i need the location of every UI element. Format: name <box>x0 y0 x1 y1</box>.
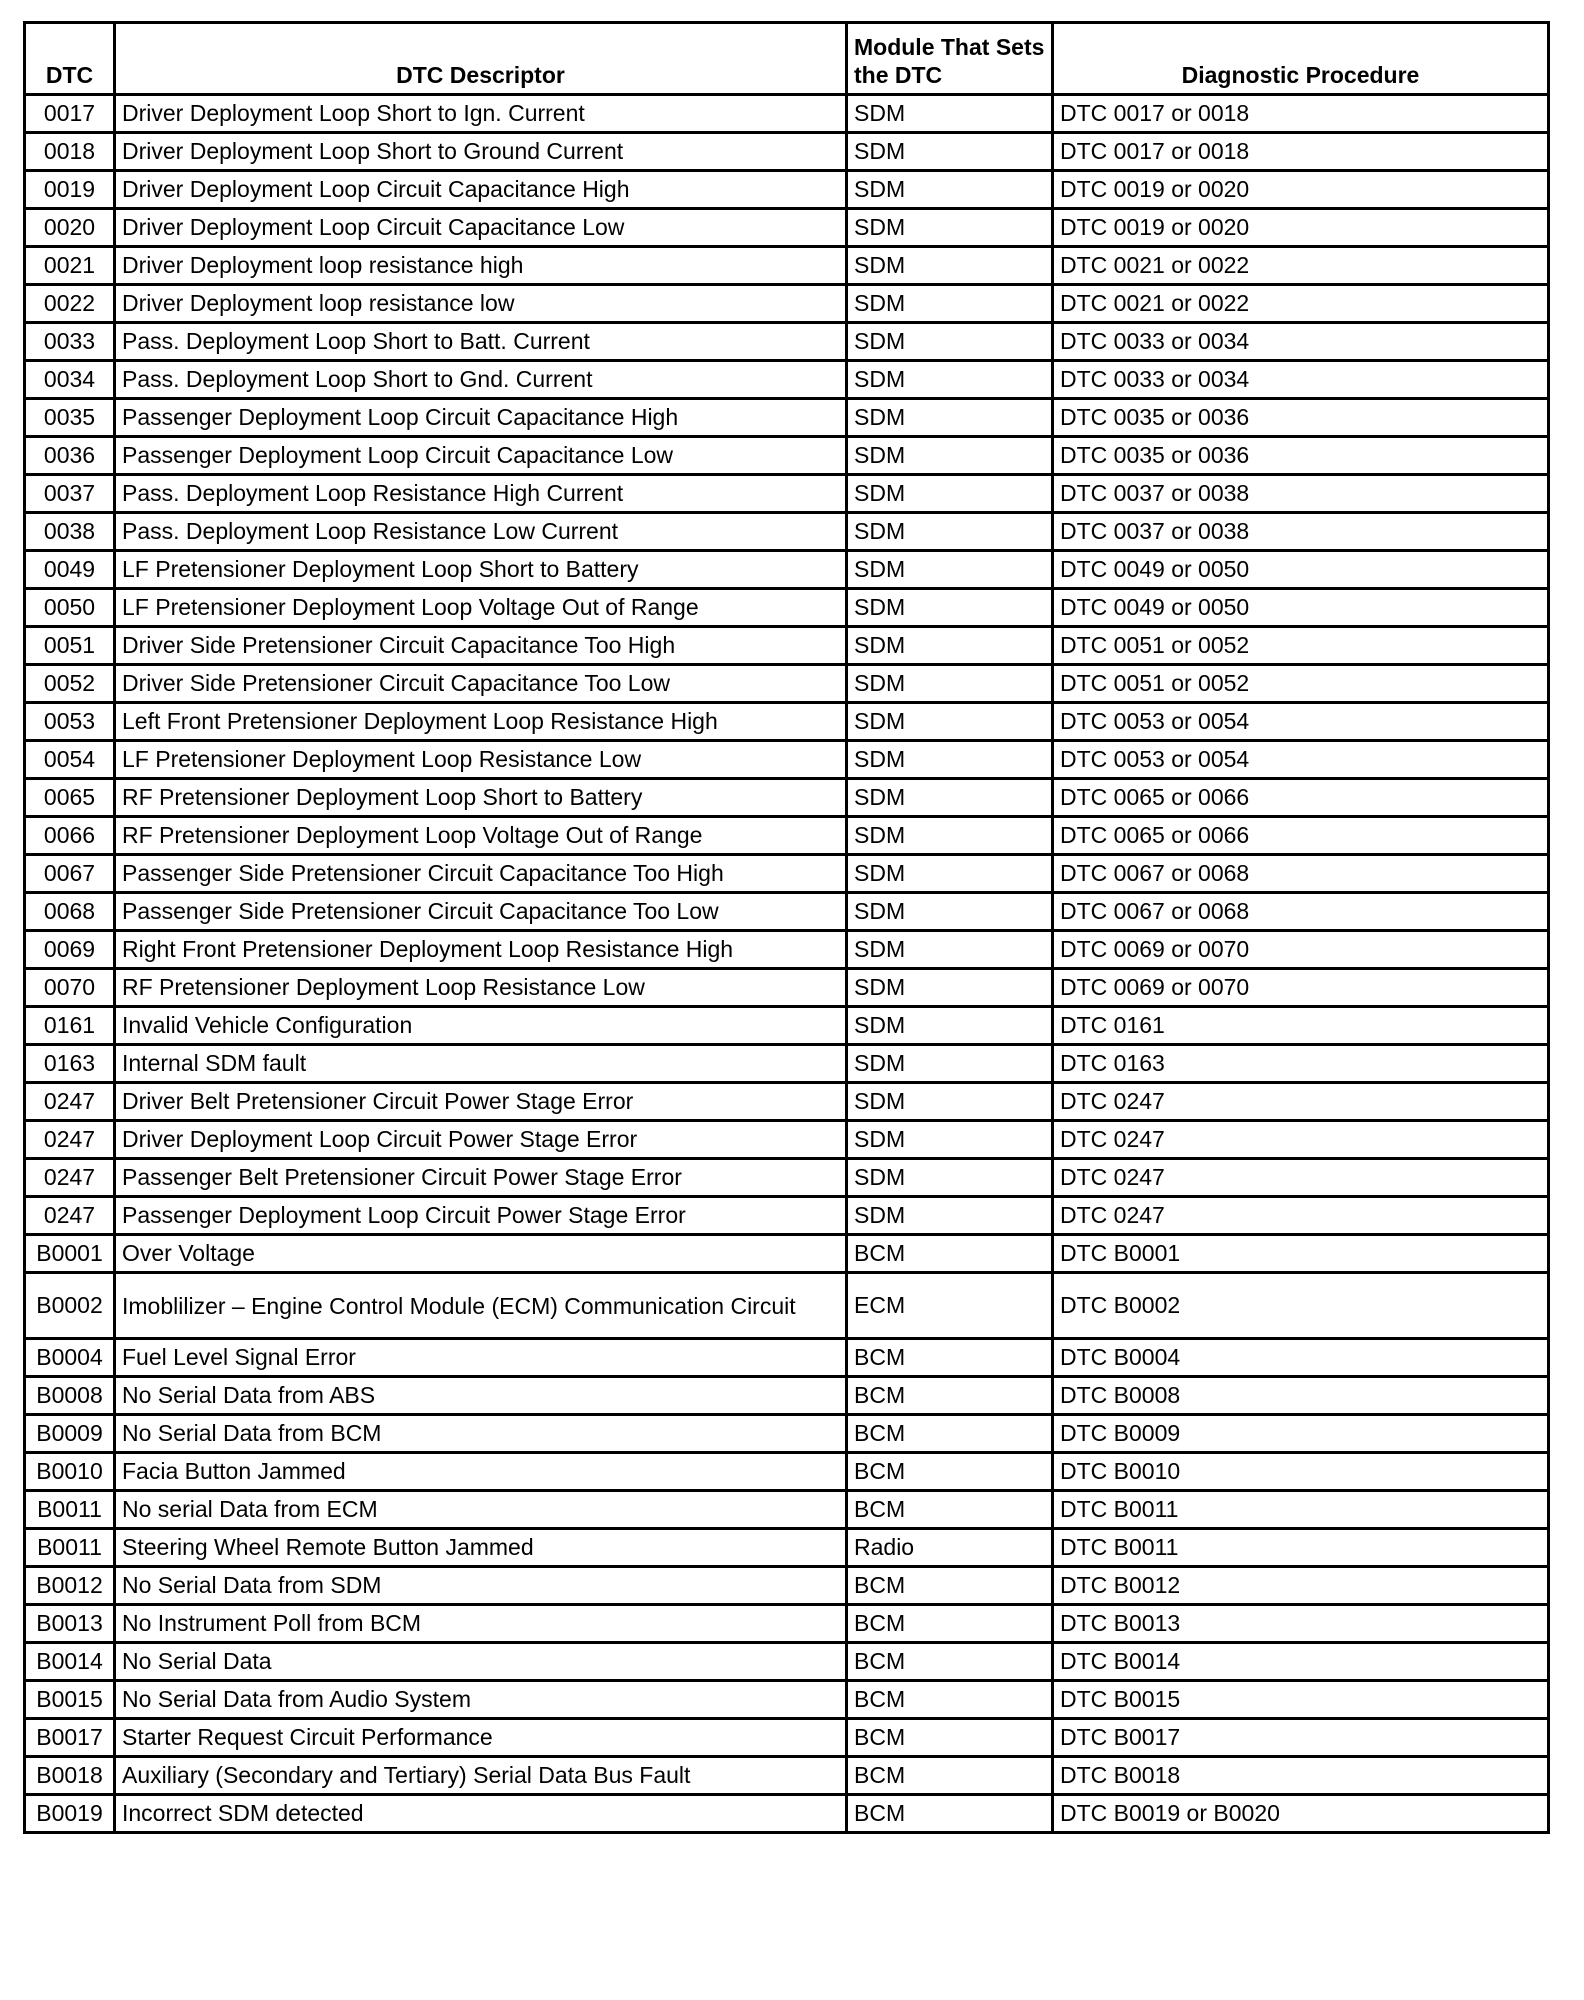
dtc-code-cell: 0247 <box>25 1083 115 1121</box>
table-row <box>25 893 1549 931</box>
dtc-descriptor-cell: Pass. Deployment Loop Resistance High Current <box>115 475 847 513</box>
diagnostic-procedure-cell: DTC 0021 or 0022 <box>1053 285 1549 323</box>
module-cell: SDM <box>847 931 1053 969</box>
dtc-descriptor-cell: Internal SDM fault <box>115 1045 847 1083</box>
diagnostic-procedure-cell: DTC 0049 or 0050 <box>1053 589 1549 627</box>
diagnostic-procedure-cell: DTC 0053 or 0054 <box>1053 703 1549 741</box>
module-cell: BCM <box>847 1795 1053 1833</box>
dtc-code-cell: 0036 <box>25 437 115 475</box>
module-cell: SDM <box>847 855 1053 893</box>
dtc-descriptor-cell: RF Pretensioner Deployment Loop Short to Battery <box>115 779 847 817</box>
dtc-descriptor-cell: No Instrument Poll from BCM <box>115 1605 847 1643</box>
dtc-descriptor-cell: Fuel Level Signal Error <box>115 1339 847 1377</box>
diagnostic-procedure-cell: DTC B0014 <box>1053 1643 1549 1681</box>
dtc-code-cell: B0009 <box>25 1415 115 1453</box>
dtc-code-cell: 0247 <box>25 1159 115 1197</box>
table-row <box>25 285 1549 323</box>
dtc-descriptor-cell: Driver Side Pretensioner Circuit Capacitance Too Low <box>115 665 847 703</box>
module-cell: BCM <box>847 1643 1053 1681</box>
module-cell: BCM <box>847 1719 1053 1757</box>
table-row <box>25 627 1549 665</box>
dtc-descriptor-cell: Passenger Belt Pretensioner Circuit Power Stage Error <box>115 1159 847 1197</box>
dtc-descriptor-cell: Driver Belt Pretensioner Circuit Power Stage Error <box>115 1083 847 1121</box>
module-cell: SDM <box>847 741 1053 779</box>
dtc-code-cell: 0052 <box>25 665 115 703</box>
dtc-code-cell: 0053 <box>25 703 115 741</box>
diagnostic-procedure-cell: DTC 0051 or 0052 <box>1053 627 1549 665</box>
dtc-descriptor-cell: RF Pretensioner Deployment Loop Resistance Low <box>115 969 847 1007</box>
dtc-descriptor-cell: No Serial Data <box>115 1643 847 1681</box>
dtc-descriptor-cell: Driver Deployment loop resistance low <box>115 285 847 323</box>
module-cell: SDM <box>847 95 1053 133</box>
table-row <box>25 1197 1549 1235</box>
dtc-code-cell: B0018 <box>25 1757 115 1795</box>
module-cell: SDM <box>847 247 1053 285</box>
dtc-code-cell: 0034 <box>25 361 115 399</box>
diagnostic-procedure-cell: DTC 0033 or 0034 <box>1053 361 1549 399</box>
table-row <box>25 1045 1549 1083</box>
module-cell: SDM <box>847 513 1053 551</box>
diagnostic-procedure-cell: DTC 0019 or 0020 <box>1053 209 1549 247</box>
dtc-descriptor-cell: Pass. Deployment Loop Short to Batt. Current <box>115 323 847 361</box>
dtc-descriptor-cell: Driver Deployment Loop Circuit Power Stage Error <box>115 1121 847 1159</box>
header-dtc: DTC <box>25 23 115 95</box>
module-cell: SDM <box>847 779 1053 817</box>
dtc-descriptor-cell: Passenger Deployment Loop Circuit Power Stage Error <box>115 1197 847 1235</box>
module-cell: SDM <box>847 171 1053 209</box>
diagnostic-procedure-cell: DTC 0033 or 0034 <box>1053 323 1549 361</box>
table-row <box>25 1719 1549 1757</box>
module-cell: SDM <box>847 285 1053 323</box>
module-cell: SDM <box>847 893 1053 931</box>
table-row <box>25 1795 1549 1833</box>
dtc-code-cell: 0020 <box>25 209 115 247</box>
table-row <box>25 741 1549 779</box>
dtc-code-cell: B0012 <box>25 1567 115 1605</box>
diagnostic-procedure-cell: DTC 0247 <box>1053 1083 1549 1121</box>
dtc-descriptor-cell: No Serial Data from ABS <box>115 1377 847 1415</box>
dtc-code-cell: 0066 <box>25 817 115 855</box>
dtc-code-cell: B0010 <box>25 1453 115 1491</box>
table-row <box>25 323 1549 361</box>
diagnostic-procedure-cell: DTC B0019 or B0020 <box>1053 1795 1549 1833</box>
dtc-descriptor-cell: Right Front Pretensioner Deployment Loop Resistance High <box>115 931 847 969</box>
dtc-code-cell: B0013 <box>25 1605 115 1643</box>
table-row <box>25 931 1549 969</box>
dtc-descriptor-cell: Driver Deployment Loop Circuit Capacitance Low <box>115 209 847 247</box>
dtc-code-cell: 0022 <box>25 285 115 323</box>
dtc-code-cell: 0018 <box>25 133 115 171</box>
module-cell: SDM <box>847 1121 1053 1159</box>
dtc-code-cell: 0070 <box>25 969 115 1007</box>
table-row <box>25 1235 1549 1273</box>
dtc-code-cell: B0002 <box>25 1273 115 1339</box>
dtc-descriptor-cell: Invalid Vehicle Configuration <box>115 1007 847 1045</box>
table-row <box>25 361 1549 399</box>
dtc-code-cell: 0069 <box>25 931 115 969</box>
dtc-document <box>23 21 1547 1834</box>
dtc-descriptor-cell: Driver Deployment Loop Circuit Capacitance High <box>115 171 847 209</box>
table-row <box>25 1415 1549 1453</box>
module-cell: BCM <box>847 1453 1053 1491</box>
header-module: Module That Sets the DTC <box>847 23 1053 95</box>
dtc-descriptor-cell: Passenger Deployment Loop Circuit Capacitance High <box>115 399 847 437</box>
table-row <box>25 1007 1549 1045</box>
table-row <box>25 1757 1549 1795</box>
diagnostic-procedure-cell: DTC 0051 or 0052 <box>1053 665 1549 703</box>
dtc-code-cell: B0008 <box>25 1377 115 1415</box>
diagnostic-procedure-cell: DTC 0065 or 0066 <box>1053 817 1549 855</box>
module-cell: SDM <box>847 969 1053 1007</box>
dtc-table <box>23 21 1550 1834</box>
module-cell: BCM <box>847 1567 1053 1605</box>
table-row <box>25 513 1549 551</box>
dtc-descriptor-cell: LF Pretensioner Deployment Loop Voltage Out of Range <box>115 589 847 627</box>
table-row <box>25 703 1549 741</box>
dtc-descriptor-cell: RF Pretensioner Deployment Loop Voltage Out of Range <box>115 817 847 855</box>
module-cell: BCM <box>847 1235 1053 1273</box>
dtc-code-cell: 0017 <box>25 95 115 133</box>
dtc-code-cell: 0068 <box>25 893 115 931</box>
table-row <box>25 95 1549 133</box>
dtc-descriptor-cell: LF Pretensioner Deployment Loop Resistance Low <box>115 741 847 779</box>
module-cell: BCM <box>847 1491 1053 1529</box>
diagnostic-procedure-cell: DTC 0049 or 0050 <box>1053 551 1549 589</box>
diagnostic-procedure-cell: DTC 0037 or 0038 <box>1053 513 1549 551</box>
module-cell: Radio <box>847 1529 1053 1567</box>
table-row <box>25 1491 1549 1529</box>
diagnostic-procedure-cell: DTC B0010 <box>1053 1453 1549 1491</box>
dtc-code-cell: 0054 <box>25 741 115 779</box>
module-cell: SDM <box>847 475 1053 513</box>
table-row <box>25 1567 1549 1605</box>
diagnostic-procedure-cell: DTC 0069 or 0070 <box>1053 969 1549 1007</box>
diagnostic-procedure-cell: DTC 0035 or 0036 <box>1053 437 1549 475</box>
table-row <box>25 1643 1549 1681</box>
diagnostic-procedure-cell: DTC B0017 <box>1053 1719 1549 1757</box>
module-cell: BCM <box>847 1681 1053 1719</box>
dtc-code-cell: 0247 <box>25 1197 115 1235</box>
diagnostic-procedure-cell: DTC 0247 <box>1053 1159 1549 1197</box>
table-row <box>25 551 1549 589</box>
diagnostic-procedure-cell: DTC B0011 <box>1053 1529 1549 1567</box>
dtc-descriptor-cell: Pass. Deployment Loop Resistance Low Current <box>115 513 847 551</box>
module-cell: SDM <box>847 627 1053 665</box>
dtc-descriptor-cell: No Serial Data from SDM <box>115 1567 847 1605</box>
table-row <box>25 171 1549 209</box>
dtc-descriptor-cell: Steering Wheel Remote Button Jammed <box>115 1529 847 1567</box>
dtc-code-cell: B0004 <box>25 1339 115 1377</box>
dtc-code-cell: B0015 <box>25 1681 115 1719</box>
table-row <box>25 1453 1549 1491</box>
dtc-code-cell: 0038 <box>25 513 115 551</box>
dtc-descriptor-cell: Incorrect SDM detected <box>115 1795 847 1833</box>
module-cell: SDM <box>847 361 1053 399</box>
table-row <box>25 779 1549 817</box>
table-row <box>25 247 1549 285</box>
module-cell: SDM <box>847 1045 1053 1083</box>
table-body <box>25 95 1549 1833</box>
module-cell: BCM <box>847 1415 1053 1453</box>
table-row <box>25 1083 1549 1121</box>
diagnostic-procedure-cell: DTC B0001 <box>1053 1235 1549 1273</box>
table-row <box>25 855 1549 893</box>
header-diagnostic-procedure: Diagnostic Procedure <box>1053 23 1549 95</box>
module-cell: SDM <box>847 1007 1053 1045</box>
dtc-code-cell: 0163 <box>25 1045 115 1083</box>
table-header-row <box>25 23 1549 95</box>
module-cell: SDM <box>847 703 1053 741</box>
diagnostic-procedure-cell: DTC B0008 <box>1053 1377 1549 1415</box>
dtc-code-cell: 0035 <box>25 399 115 437</box>
dtc-code-cell: 0021 <box>25 247 115 285</box>
dtc-code-cell: 0037 <box>25 475 115 513</box>
module-cell: SDM <box>847 551 1053 589</box>
diagnostic-procedure-cell: DTC B0009 <box>1053 1415 1549 1453</box>
dtc-descriptor-cell: Passenger Deployment Loop Circuit Capacitance Low <box>115 437 847 475</box>
dtc-descriptor-cell: Auxiliary (Secondary and Tertiary) Serial Data Bus Fault <box>115 1757 847 1795</box>
module-cell: SDM <box>847 209 1053 247</box>
dtc-descriptor-cell: No Serial Data from BCM <box>115 1415 847 1453</box>
dtc-code-cell: 0161 <box>25 1007 115 1045</box>
table-row <box>25 209 1549 247</box>
dtc-descriptor-cell: Pass. Deployment Loop Short to Gnd. Current <box>115 361 847 399</box>
dtc-code-cell: B0001 <box>25 1235 115 1273</box>
diagnostic-procedure-cell: DTC 0037 or 0038 <box>1053 475 1549 513</box>
table-row <box>25 1681 1549 1719</box>
dtc-descriptor-cell: Driver Deployment Loop Short to Ground Current <box>115 133 847 171</box>
module-cell: SDM <box>847 1083 1053 1121</box>
dtc-descriptor-cell: Left Front Pretensioner Deployment Loop Resistance High <box>115 703 847 741</box>
dtc-descriptor-cell: Driver Deployment loop resistance high <box>115 247 847 285</box>
dtc-code-cell: 0051 <box>25 627 115 665</box>
table-row <box>25 133 1549 171</box>
diagnostic-procedure-cell: DTC B0002 <box>1053 1273 1549 1339</box>
table-row <box>25 1273 1549 1339</box>
module-cell: SDM <box>847 1159 1053 1197</box>
table-row <box>25 665 1549 703</box>
dtc-code-cell: B0017 <box>25 1719 115 1757</box>
dtc-code-cell: B0011 <box>25 1529 115 1567</box>
dtc-code-cell: 0033 <box>25 323 115 361</box>
dtc-code-cell: 0050 <box>25 589 115 627</box>
module-cell: BCM <box>847 1377 1053 1415</box>
diagnostic-procedure-cell: DTC 0161 <box>1053 1007 1549 1045</box>
diagnostic-procedure-cell: DTC B0018 <box>1053 1757 1549 1795</box>
dtc-descriptor-cell: Imoblilizer – Engine Control Module (ECM) Communication Circuit <box>115 1273 847 1339</box>
module-cell: BCM <box>847 1605 1053 1643</box>
diagnostic-procedure-cell: DTC 0017 or 0018 <box>1053 133 1549 171</box>
module-cell: SDM <box>847 665 1053 703</box>
dtc-code-cell: B0019 <box>25 1795 115 1833</box>
diagnostic-procedure-cell: DTC B0012 <box>1053 1567 1549 1605</box>
diagnostic-procedure-cell: DTC 0067 or 0068 <box>1053 855 1549 893</box>
table-row <box>25 475 1549 513</box>
table-row <box>25 969 1549 1007</box>
diagnostic-procedure-cell: DTC 0247 <box>1053 1197 1549 1235</box>
table-row <box>25 1377 1549 1415</box>
dtc-descriptor-cell: Passenger Side Pretensioner Circuit Capacitance Too Low <box>115 893 847 931</box>
diagnostic-procedure-cell: DTC 0069 or 0070 <box>1053 931 1549 969</box>
module-cell: SDM <box>847 437 1053 475</box>
dtc-code-cell: 0019 <box>25 171 115 209</box>
dtc-code-cell: 0065 <box>25 779 115 817</box>
dtc-descriptor-cell: Driver Side Pretensioner Circuit Capacitance Too High <box>115 627 847 665</box>
dtc-descriptor-cell: Over Voltage <box>115 1235 847 1273</box>
diagnostic-procedure-cell: DTC 0035 or 0036 <box>1053 399 1549 437</box>
diagnostic-procedure-cell: DTC 0163 <box>1053 1045 1549 1083</box>
diagnostic-procedure-cell: DTC B0015 <box>1053 1681 1549 1719</box>
dtc-code-cell: B0014 <box>25 1643 115 1681</box>
dtc-code-cell: 0049 <box>25 551 115 589</box>
dtc-code-cell: B0011 <box>25 1491 115 1529</box>
diagnostic-procedure-cell: DTC 0053 or 0054 <box>1053 741 1549 779</box>
dtc-code-cell: 0247 <box>25 1121 115 1159</box>
diagnostic-procedure-cell: DTC 0065 or 0066 <box>1053 779 1549 817</box>
diagnostic-procedure-cell: DTC 0247 <box>1053 1121 1549 1159</box>
table-row <box>25 817 1549 855</box>
dtc-descriptor-cell: Passenger Side Pretensioner Circuit Capacitance Too High <box>115 855 847 893</box>
table-row <box>25 589 1549 627</box>
dtc-descriptor-cell: No serial Data from ECM <box>115 1491 847 1529</box>
module-cell: ECM <box>847 1273 1053 1339</box>
table-row <box>25 1605 1549 1643</box>
table-row <box>25 1159 1549 1197</box>
dtc-descriptor-cell: Facia Button Jammed <box>115 1453 847 1491</box>
table-row <box>25 1339 1549 1377</box>
table-row <box>25 437 1549 475</box>
dtc-code-cell: 0067 <box>25 855 115 893</box>
module-cell: SDM <box>847 817 1053 855</box>
module-cell: BCM <box>847 1757 1053 1795</box>
diagnostic-procedure-cell: DTC 0067 or 0068 <box>1053 893 1549 931</box>
table-row <box>25 1121 1549 1159</box>
diagnostic-procedure-cell: DTC 0021 or 0022 <box>1053 247 1549 285</box>
dtc-descriptor-cell: Starter Request Circuit Performance <box>115 1719 847 1757</box>
table-row <box>25 399 1549 437</box>
diagnostic-procedure-cell: DTC B0013 <box>1053 1605 1549 1643</box>
module-cell: SDM <box>847 399 1053 437</box>
dtc-descriptor-cell: No Serial Data from Audio System <box>115 1681 847 1719</box>
diagnostic-procedure-cell: DTC B0011 <box>1053 1491 1549 1529</box>
table-row <box>25 1529 1549 1567</box>
diagnostic-procedure-cell: DTC 0017 or 0018 <box>1053 95 1549 133</box>
module-cell: SDM <box>847 589 1053 627</box>
diagnostic-procedure-cell: DTC B0004 <box>1053 1339 1549 1377</box>
dtc-descriptor-cell: LF Pretensioner Deployment Loop Short to Battery <box>115 551 847 589</box>
module-cell: SDM <box>847 133 1053 171</box>
dtc-descriptor-cell: Driver Deployment Loop Short to Ign. Current <box>115 95 847 133</box>
header-dtc-descriptor: DTC Descriptor <box>115 23 847 95</box>
module-cell: SDM <box>847 323 1053 361</box>
module-cell: SDM <box>847 1197 1053 1235</box>
diagnostic-procedure-cell: DTC 0019 or 0020 <box>1053 171 1549 209</box>
module-cell: BCM <box>847 1339 1053 1377</box>
